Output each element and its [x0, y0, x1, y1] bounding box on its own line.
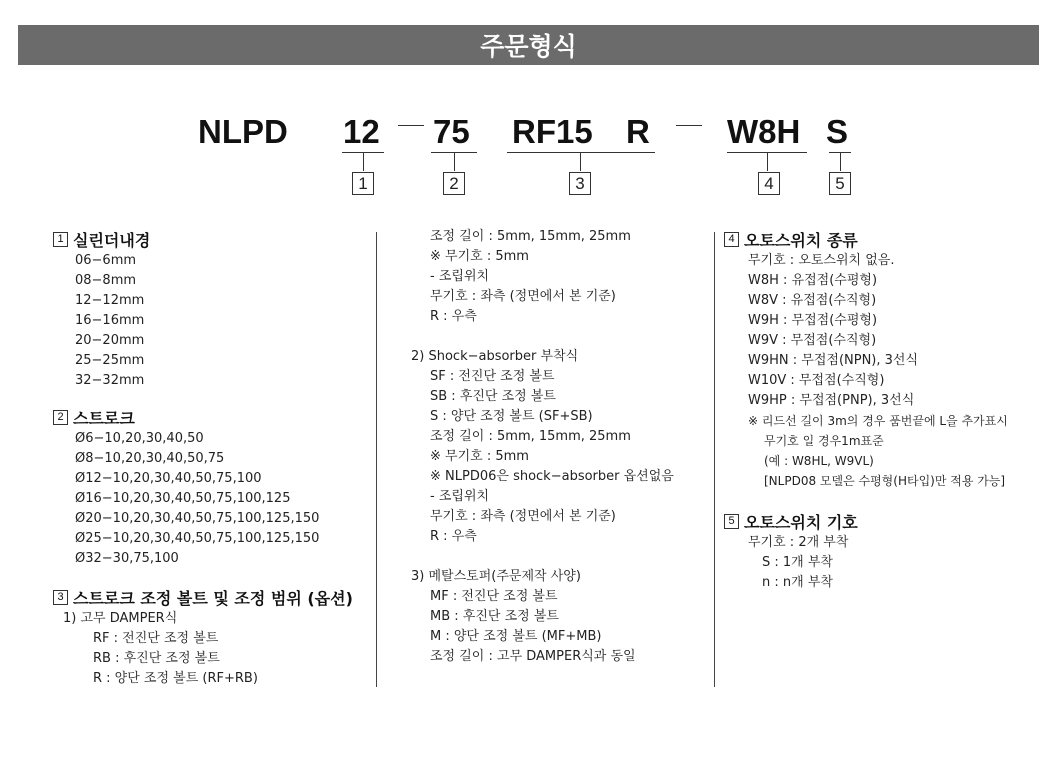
bore-item: 20−20mm: [75, 333, 145, 348]
code-connector-1: [363, 152, 364, 171]
section-3-heading: [53, 587, 353, 607]
section-1-number-box: 1: [53, 232, 68, 247]
switch-type-item: W9H : 무접점(수평형): [748, 313, 878, 328]
code-connector-2: [454, 152, 455, 171]
detail-line: 조정 길이 : 5mm, 15mm, 25mm: [430, 229, 631, 244]
adjust-item: RF : 전진단 조정 볼트: [93, 631, 219, 646]
switch-type-item: W8H : 유접점(수평형): [748, 273, 878, 288]
bore-item: 06−6mm: [75, 253, 137, 268]
section-2-title: 스트로크: [73, 408, 135, 428]
section-2-heading: [53, 407, 353, 427]
code-underline-3: [507, 152, 655, 153]
switch-type-list: [724, 251, 1008, 491]
code-part-series: NLPD: [198, 113, 288, 150]
switch-type-item: W8V : 유접점(수직형): [748, 293, 877, 308]
switch-qty-list: [724, 533, 1008, 593]
bore-item: 12−12mm: [75, 293, 145, 308]
code-connector-4: [767, 152, 768, 171]
detail-line: 무기호 : 좌측 (정면에서 본 기준): [430, 509, 616, 524]
detail-line: MB : 후진단 조정 볼트: [430, 609, 559, 624]
detail-line: 무기호 : 좌측 (정면에서 본 기준): [430, 289, 616, 304]
stroke-item: Ø6−10,20,30,40,50: [75, 431, 204, 446]
detail-line: R : 우측: [430, 309, 477, 324]
stroke-item: Ø20−10,20,30,40,50,75,100,125,150: [75, 511, 320, 526]
bore-item: 08−8mm: [75, 273, 137, 288]
adjust-item: R : 양단 조정 볼트 (RF+RB): [93, 671, 258, 686]
code-box-5: 5: [829, 172, 851, 195]
column-2: [411, 227, 674, 667]
page-title: 주문형식: [480, 32, 577, 61]
switch-qty-item: S : 1개 부착: [762, 555, 833, 570]
adjust-item: RB : 후진단 조정 볼트: [93, 651, 220, 666]
switch-type-item: W9HP : 무접점(PNP), 3선식: [748, 393, 915, 408]
code-dash-2: [676, 125, 702, 126]
code-part-switch-qty: S: [826, 113, 849, 150]
detail-line: - 조립위치: [430, 489, 490, 504]
section-4-title: 오토스위치 종류: [744, 230, 858, 250]
detail-line: R : 우측: [430, 529, 477, 544]
section-5-heading: [724, 511, 1008, 531]
section-3-title: 스트로크 조정 볼트 및 조정 범위 (옵션): [73, 588, 353, 608]
column-divider-1: [376, 232, 377, 687]
detail-line: 조정 길이 : 5mm, 15mm, 25mm: [430, 429, 631, 444]
code-box-2: 2: [443, 172, 465, 195]
switch-qty-item: n : n개 부착: [762, 575, 833, 590]
code-part-adjust: RF15: [512, 113, 593, 150]
detail-line: S : 양단 조정 볼트 (SF+SB): [430, 409, 593, 424]
switch-type-item: 무기호 : 오토스위치 없음.: [748, 253, 895, 268]
stroke-item: Ø8−10,20,30,40,50,75: [75, 451, 225, 466]
code-box-3: 3: [569, 172, 591, 195]
switch-type-item: W9V : 무접점(수직형): [748, 333, 877, 348]
stroke-item: Ø12−10,20,30,40,50,75,100: [75, 471, 262, 486]
detail-line: ※ 무기호 : 5mm: [430, 449, 529, 464]
bore-item: 16−16mm: [75, 313, 145, 328]
code-connector-5: [840, 152, 841, 171]
switch-note: (예 : W8HL, W9VL): [764, 454, 874, 468]
column-3: [724, 229, 1008, 593]
section-5-title: 오토스위치 기호: [744, 512, 858, 532]
detail-line: MF : 전진단 조정 볼트: [430, 589, 558, 604]
stroke-item: Ø32−30,75,100: [75, 551, 179, 566]
code-part-switch: W8H: [727, 113, 801, 150]
stroke-item: Ø25−10,20,30,40,50,75,100,125,150: [75, 531, 320, 546]
section-2-number-box: 2: [53, 410, 68, 425]
section-4-heading: [724, 229, 1008, 249]
switch-qty-item: 무기호 : 2개 부착: [748, 535, 849, 550]
switch-note: ※ 리드선 길이 3m의 경우 품번끝에 L을 추가표시: [748, 414, 1008, 428]
code-box-4: 4: [758, 172, 780, 195]
detail-line: M : 양단 조정 볼트 (MF+MB): [430, 629, 602, 644]
section-5-number-box: 5: [724, 514, 739, 529]
detail-line: - 조립위치: [430, 269, 490, 284]
metal-stopper-details: [411, 587, 674, 667]
bore-list: [53, 251, 353, 391]
code-connector-3: [580, 152, 581, 171]
detail-line: SB : 후진단 조정 볼트: [430, 389, 556, 404]
column-divider-2: [714, 232, 715, 687]
stroke-list: [53, 429, 353, 569]
subsection-metal-stopper: 3) 메탈스토퍼(주문제작 사양): [411, 569, 581, 584]
section-4-number-box: 4: [724, 232, 739, 247]
detail-line: SF : 전진단 조정 볼트: [430, 369, 555, 384]
section-3-number-box: 3: [53, 590, 68, 605]
code-part-bore: 12: [343, 113, 380, 150]
detail-line: ※ 무기호 : 5mm: [430, 249, 529, 264]
column-1: [53, 229, 353, 689]
rubber-damper-list: [53, 629, 353, 689]
subsection-rubber-damper: 1) 고무 DAMPER식: [63, 611, 178, 626]
rubber-damper-details: [411, 227, 674, 327]
section-1-title: 실린더내경: [73, 230, 151, 250]
stroke-item: Ø16−10,20,30,40,50,75,100,125: [75, 491, 291, 506]
code-part-stroke: 75: [433, 113, 470, 150]
detail-line: 조정 길이 : 고무 DAMPER식과 동일: [430, 649, 636, 664]
code-part-position: R: [626, 113, 650, 150]
subsection-shock-absorber: 2) Shock−absorber 부착식: [411, 349, 579, 364]
detail-line: ※ NLPD06은 shock−absorber 옵션없음: [430, 469, 674, 484]
bore-item: 25−25mm: [75, 353, 145, 368]
section-1-heading: [53, 229, 353, 249]
switch-note: [NLPD08 모델은 수평형(H타입)만 적용 가능]: [764, 474, 1006, 488]
code-box-1: 1: [352, 172, 374, 195]
switch-type-item: W9HN : 무접점(NPN), 3선식: [748, 353, 919, 368]
title-bar: [18, 25, 1039, 65]
bore-item: 32−32mm: [75, 373, 145, 388]
code-dash-1: [398, 125, 424, 126]
switch-type-item: W10V : 무접점(수직형): [748, 373, 885, 388]
switch-note: 무기호 일 경우1m표준: [764, 434, 884, 448]
shock-absorber-details: [411, 367, 674, 547]
